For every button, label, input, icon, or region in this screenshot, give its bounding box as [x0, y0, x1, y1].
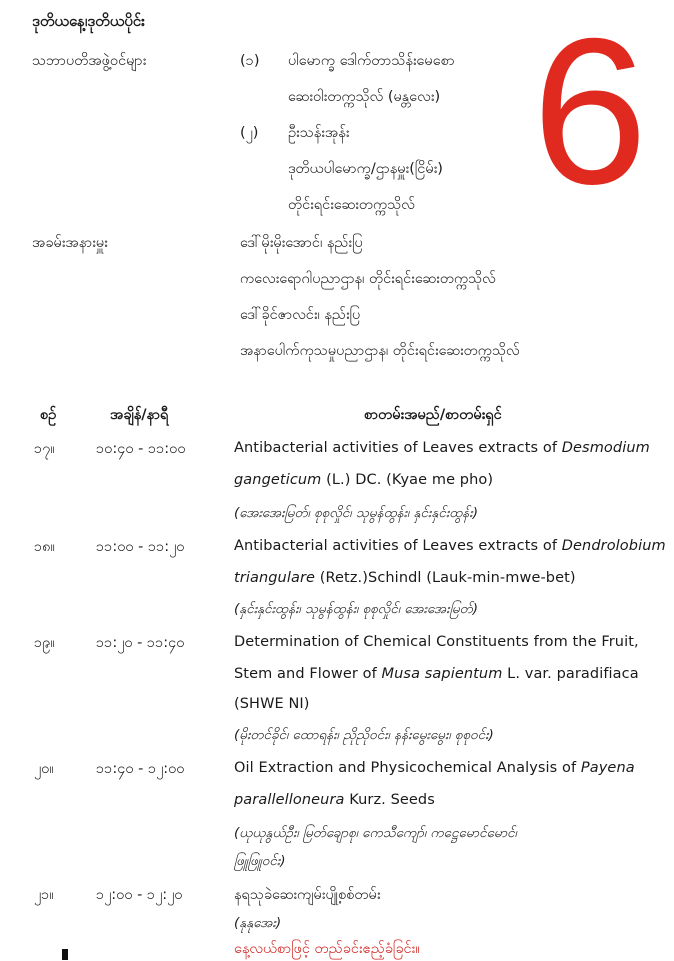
bullet-mark	[62, 949, 68, 960]
chair-2-position: ဒုတိယပါမောက္ခ/ဌာနမှူး(ငြိမ်း)	[288, 161, 443, 177]
paper-authors: (မိုးတင်ခိုင်၊ ထောရန်း၊ ညိုညိုဝင်း၊ နန်းမွေးမွေး၊ စုစုဝင်း)	[234, 727, 494, 743]
title-segment: (Retz.)Schindl (Lauk-min-mwe-bet)	[315, 570, 576, 586]
title-segment: Determination of Chemical Constituents from the Fruit,	[234, 634, 639, 650]
title-segment: (L.) DC. (Kyae me pho)	[321, 472, 494, 488]
row-number: ၁၉။	[34, 635, 55, 651]
paper-title-line	[234, 792, 435, 808]
rapporteur-2-affiliation: အနာပေါက်ကုသမှုပညာဌာန၊ တိုင်းရင်းဆေးတက္ကသိုလ်	[240, 343, 520, 359]
chair-2-name: ဦးသန်းအုန်း	[288, 125, 350, 141]
paper-title-line	[234, 472, 493, 488]
title-segment: နရသုခဲဆေးကျမ်းပျို့စစ်တမ်း	[234, 887, 381, 903]
row-number: ၁၈။	[34, 539, 55, 555]
rapporteur-2-name: ဒေါ်ခိုင်ဇာလင်း၊ နည်းပြ	[240, 307, 361, 323]
title-segment-italic: gangeticum	[234, 472, 322, 488]
title-segment-italic: Desmodium	[561, 440, 650, 456]
chairs-label: သဘာပတိအဖွဲ့ဝင်များ	[32, 53, 147, 69]
title-segment: Stem and Flower of	[234, 666, 382, 682]
title-segment-italic: Musa sapientum	[381, 666, 503, 682]
paper-title-line	[234, 886, 381, 907]
col-header-no: စဉ်	[40, 407, 57, 423]
chair-2-affiliation: တိုင်းရင်းဆေးတက္ကသိုလ်	[288, 197, 415, 213]
paper-authors: ဖြူဖြူဝင်း)	[234, 853, 286, 869]
rapporteurs-label: အခမ်းအနားမှူး	[32, 235, 108, 251]
session-title: ဒုတိယနေ့၊ဒုတိယပိုင်း	[32, 12, 145, 30]
row-time: ၁၁:၂၀ - ၁၁:၄၀	[96, 635, 185, 651]
paper-authors: (နုနုအေး)	[234, 915, 282, 931]
title-segment: Antibacterial activities of Leaves extracts of	[234, 440, 562, 456]
row-number: ၂၀။	[34, 761, 54, 777]
chair-1-name: ပါမောက္ခ ဒေါက်တာသိန်းမေစော	[288, 53, 455, 69]
title-segment-italic: Payena	[580, 760, 635, 776]
paper-authors: (အေးအေးမြတ်၊ စုစုလှိုင်၊ သုမွန်ထွန်း၊ နှင်းနှင်းထွန်း)	[234, 505, 478, 521]
paper-title-line	[234, 440, 674, 456]
paper-title-line	[234, 760, 635, 776]
lunch-note: နေ့လယ်စာဖြင့် တည်ခင်းဧည့်ခံခြင်း။	[234, 941, 420, 957]
col-header-time: အချိန်/နာရီ	[110, 407, 169, 423]
paper-title-line	[234, 570, 576, 586]
title-segment: Kurz. Seeds	[344, 792, 435, 808]
title-segment-italic: parallelloneura	[234, 792, 345, 808]
paper-title-line	[234, 538, 674, 554]
rapporteur-1-name: ဒေါ်မိုးမိုးအောင်၊ နည်းပြ	[240, 235, 363, 251]
rapporteur-1-affiliation: ကလေးရောဂါပညာဌာန၊ တိုင်းရင်းဆေးတက္ကသိုလ်	[240, 271, 496, 287]
paper-authors: (ယုယုနွယ်ဦး၊ မြတ်ချောစု၊ ကေသီကျော်၊ ကဋ္ဌေမောင်မောင်၊	[234, 825, 517, 841]
title-segment-italic: triangulare	[234, 570, 316, 586]
paper-authors: (နှင်းနှင်းထွန်း၊ သုမွန်ထွန်း၊ စုစုလှိုင်၊ အေးအေးမြတ်)	[234, 601, 478, 617]
row-number: ၂၁။	[34, 887, 54, 903]
paper-title-line	[234, 696, 310, 712]
row-time: ၁၀:၄၀ - ၁၁:၀၀	[96, 441, 186, 457]
title-segment: Antibacterial activities of Leaves extracts of	[234, 538, 562, 554]
paper-title-line	[234, 666, 639, 682]
row-time: ၁၂:၀၀ - ၁၂:၂၀	[96, 887, 183, 903]
row-time: ၁၁:၀၀ - ၁၁:၂၀	[96, 539, 185, 555]
chair-1-affiliation: ဆေးဝါးတက္ကသိုလ် (မန္တလေး)	[288, 89, 441, 105]
chair-2-number: (၂)	[240, 125, 259, 141]
chair-1-number: (၁)	[240, 53, 260, 69]
title-segment: (SHWE NI)	[234, 696, 310, 712]
session-number: 6	[532, 0, 648, 228]
title-segment: Oil Extraction and Physicochemical Analysis of	[234, 760, 581, 776]
paper-title-line	[234, 634, 639, 650]
row-time: ၁၁:၄၀ - ၁၂:၀၀	[96, 761, 185, 777]
title-segment-italic: Dendrolobium	[561, 538, 666, 554]
row-number: ၁၇။	[34, 441, 55, 457]
col-header-paper: စာတမ်းအမည်/စာတမ်းရှင်	[364, 407, 502, 423]
title-segment: L. var. paradifiaca	[502, 666, 639, 682]
